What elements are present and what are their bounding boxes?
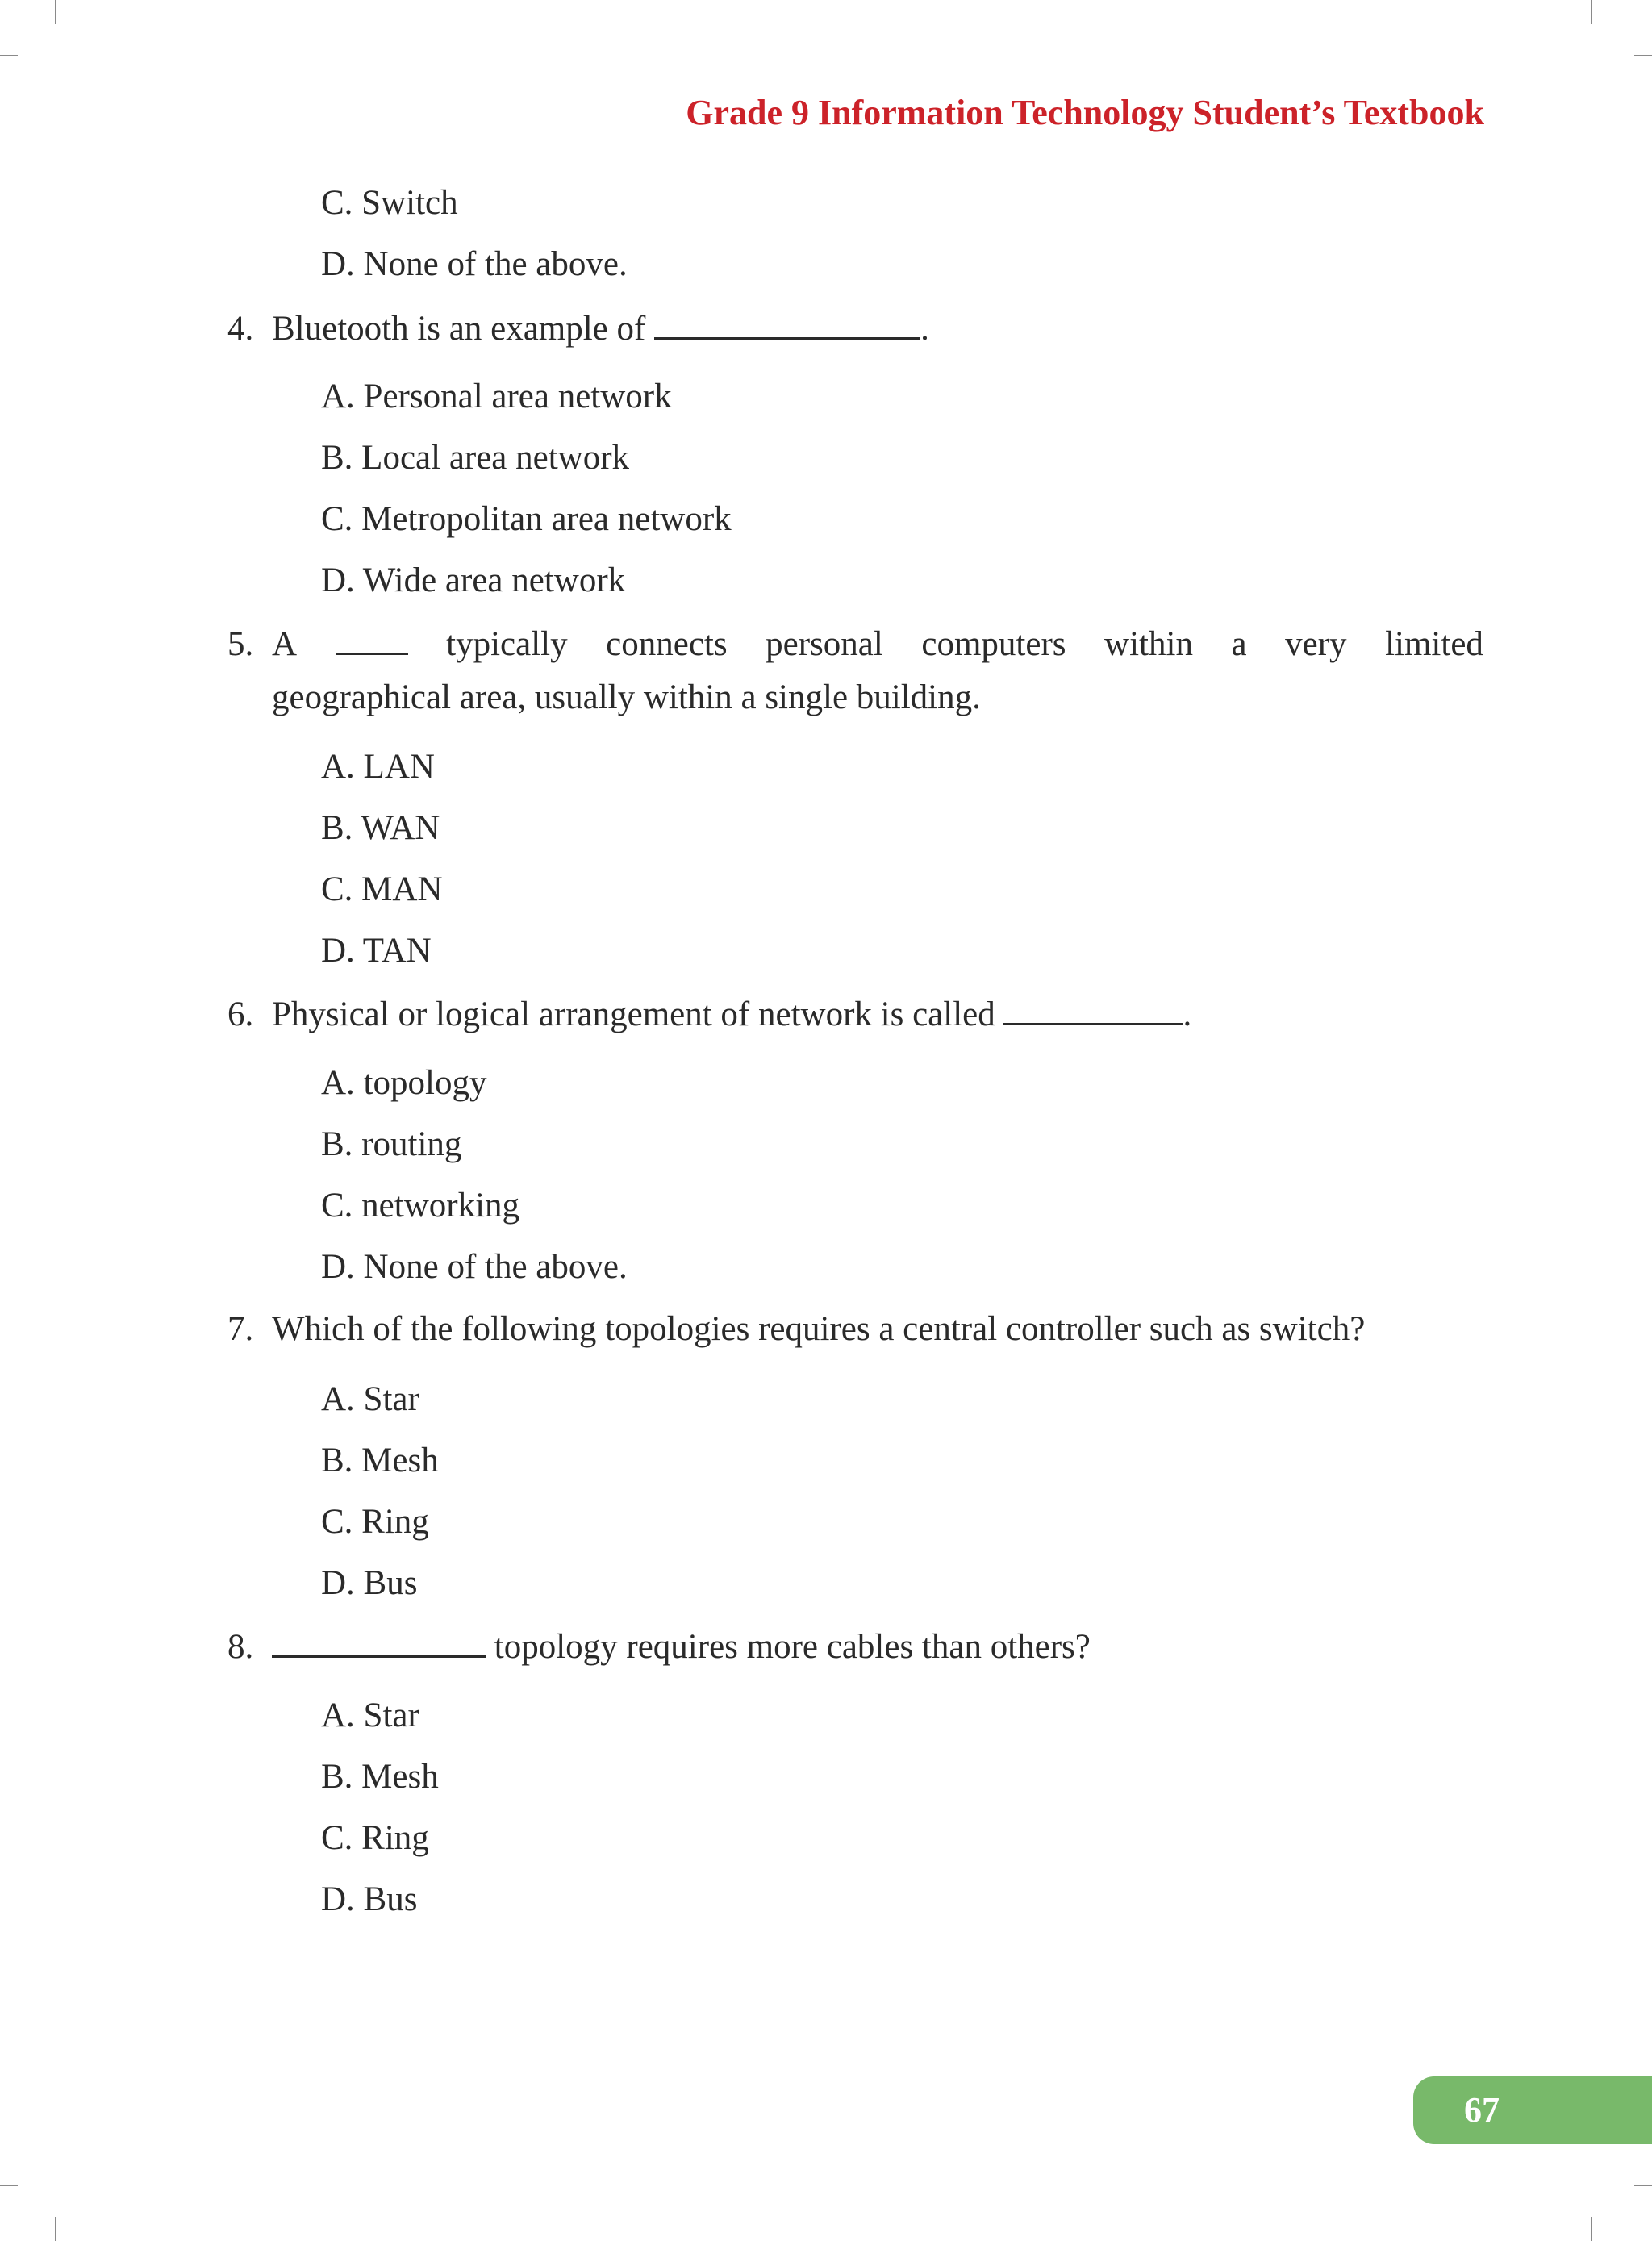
question-word: within: [1104, 625, 1193, 663]
option-item: A. Star: [321, 1380, 419, 1418]
option-item: C. Switch: [321, 184, 458, 222]
question-text: topology requires more cables than others?: [494, 1628, 1091, 1666]
question-number: 6.: [227, 995, 254, 1033]
option-item: B. Mesh: [321, 1758, 439, 1796]
question-word: computers: [921, 625, 1066, 663]
crop-mark: [0, 55, 18, 56]
question-number: 7.: [227, 1310, 254, 1348]
option-item: D. Wide area network: [321, 561, 626, 599]
crop-mark: [1634, 55, 1652, 56]
question-text: Which of the following topologies requires a central controller such as switch?: [272, 1310, 1366, 1348]
option-item: B. WAN: [321, 809, 440, 847]
question-text: geographical area, usually within a single building.: [272, 678, 981, 716]
crop-mark: [0, 2185, 18, 2186]
option-item: D. Bus: [321, 1564, 418, 1602]
option-item: C. Ring: [321, 1503, 429, 1541]
page-number: 67: [1464, 2090, 1500, 2130]
option-item: B. Mesh: [321, 1442, 439, 1479]
question-word: connects: [606, 625, 728, 663]
option-item: C. networking: [321, 1187, 520, 1225]
crop-mark: [1634, 2185, 1652, 2186]
question-punctuation: .: [920, 310, 929, 348]
question-word: typically: [446, 625, 568, 663]
question-text: Bluetooth is an example of: [272, 310, 646, 348]
question-word: personal: [766, 625, 883, 663]
option-item: C. Metropolitan area network: [321, 500, 732, 538]
crop-mark: [55, 2217, 56, 2241]
answer-blank: [1003, 989, 1183, 1025]
question-text: Physical or logical arrangement of network is called: [272, 995, 995, 1033]
question-number: 4.: [227, 310, 254, 348]
option-item: D. Bus: [321, 1880, 418, 1918]
question-word: very: [1285, 625, 1347, 663]
option-item: A. topology: [321, 1064, 487, 1102]
option-item: D. None of the above.: [321, 245, 628, 283]
question-number: 5.: [227, 625, 254, 663]
question-word: A: [272, 625, 298, 663]
option-item: A. Personal area network: [321, 378, 672, 415]
running-header: Grade 9 Information Technology Student’s Textbook: [686, 93, 1484, 132]
option-item: B. routing: [321, 1125, 462, 1163]
option-item: A. LAN: [321, 748, 435, 786]
option-item: C. MAN: [321, 870, 443, 908]
question-6: [227, 989, 1191, 1039]
answer-blank: [272, 1621, 486, 1658]
crop-mark: [1591, 0, 1592, 24]
answer-blank: [336, 619, 408, 655]
question-4: [227, 303, 929, 353]
question-punctuation: .: [1183, 995, 1192, 1033]
question-number: 8.: [227, 1628, 254, 1666]
option-item: A. Star: [321, 1696, 419, 1734]
option-item: D. TAN: [321, 932, 432, 970]
crop-mark: [1591, 2217, 1592, 2241]
question-word: a: [1231, 625, 1247, 663]
crop-mark: [55, 0, 56, 24]
question-word: limited: [1385, 625, 1483, 663]
question-7: [227, 1305, 1365, 1354]
question-8: [227, 1621, 1091, 1671]
option-item: C. Ring: [321, 1819, 429, 1857]
question-5: [227, 618, 1483, 724]
option-item: B. Local area network: [321, 439, 630, 477]
answer-blank: [654, 303, 920, 340]
option-item: D. None of the above.: [321, 1248, 628, 1286]
